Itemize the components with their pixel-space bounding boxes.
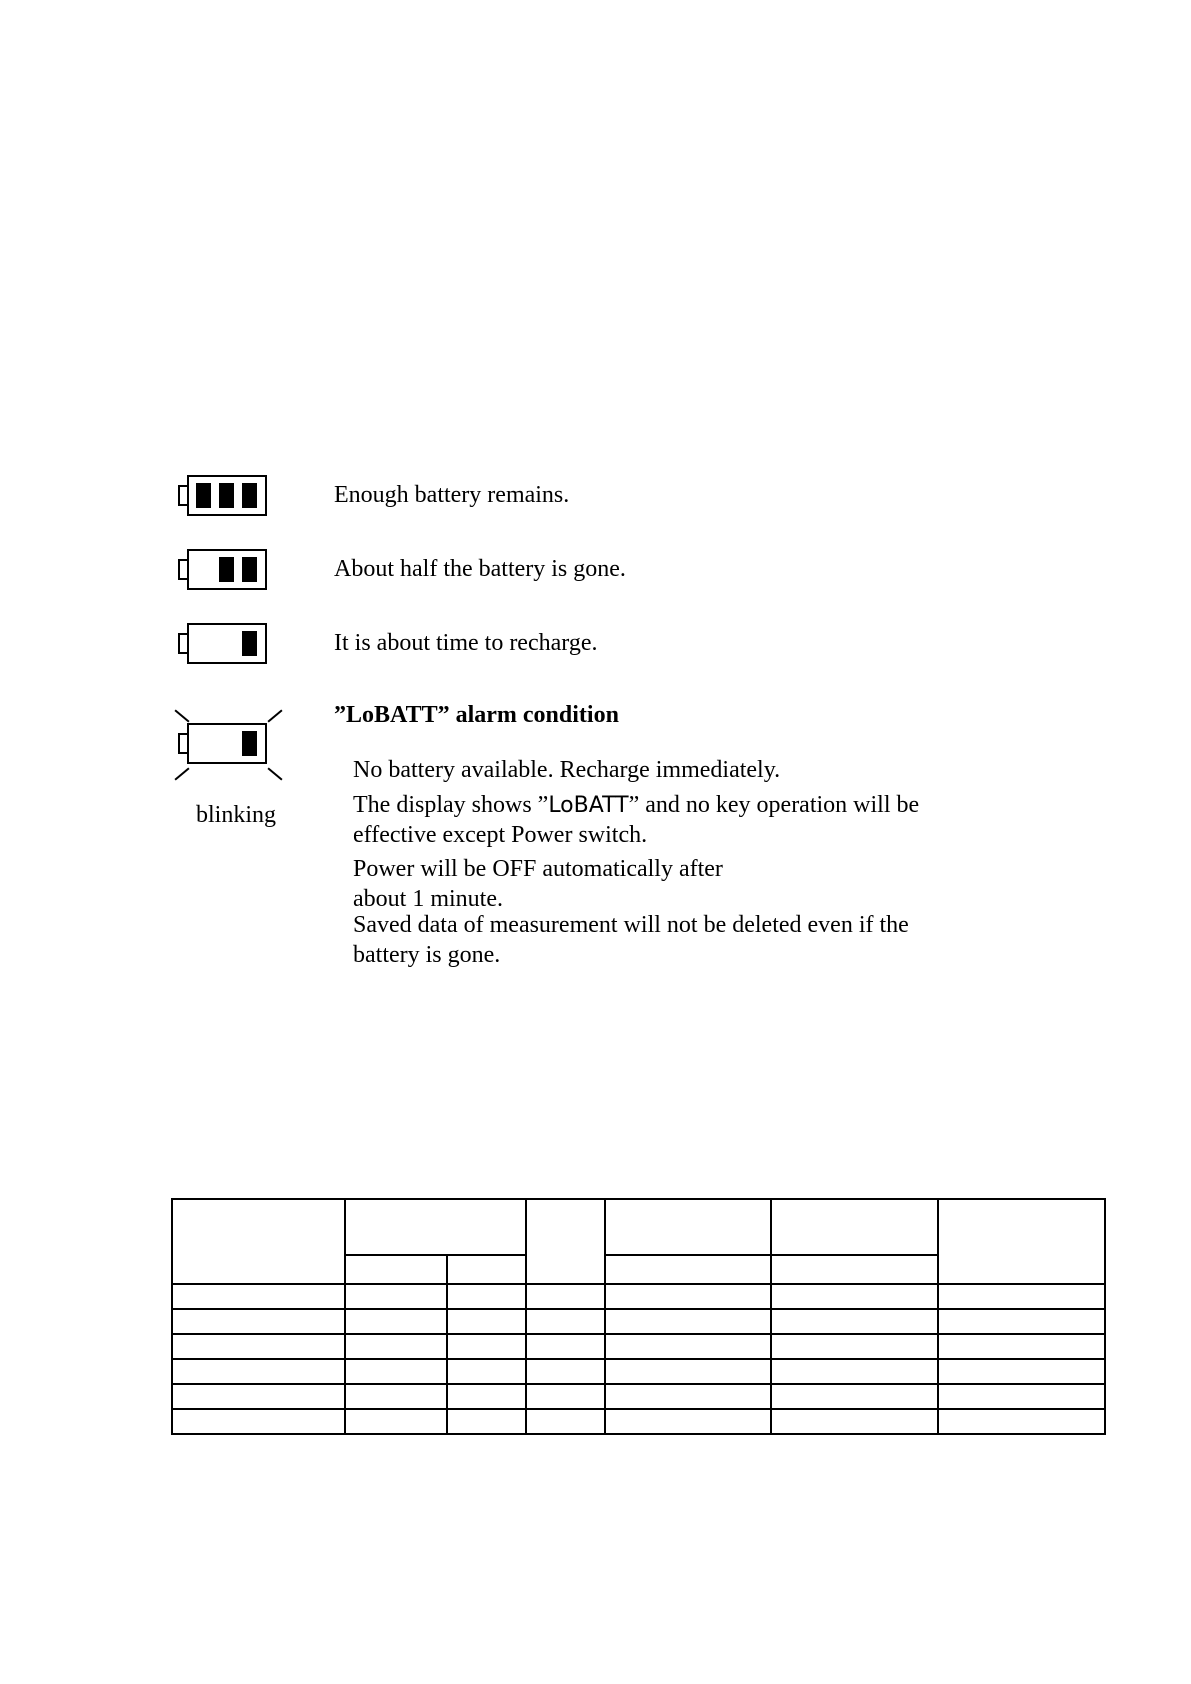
alarm-text-line-5: about 1 minute. xyxy=(353,886,503,912)
battery-low-description: It is about time to recharge. xyxy=(334,630,598,656)
table-row xyxy=(172,1309,1105,1334)
blink-ray-top-right xyxy=(267,709,282,722)
table-header-cell xyxy=(938,1199,1105,1284)
table-header-cell xyxy=(605,1199,771,1255)
alarm-line-2-prefix: The display shows ” xyxy=(353,792,549,818)
table-header-cell xyxy=(345,1199,526,1255)
alarm-line-2-suffix: ” and no key operation will be xyxy=(628,792,920,818)
blink-ray-bottom-right xyxy=(267,767,282,780)
battery-half-icon xyxy=(176,547,268,593)
battery-low-icon xyxy=(176,621,268,667)
alarm-text-line-3: effective except Power switch. xyxy=(353,822,648,848)
battery-full-icon xyxy=(176,473,268,519)
alarm-text-line-2 xyxy=(353,790,919,821)
lobatt-display-code: LoBATT xyxy=(548,793,629,818)
table-header-row-1 xyxy=(172,1199,1105,1255)
table-header-cell xyxy=(172,1199,345,1284)
battery-full-description: Enough battery remains. xyxy=(334,482,570,508)
table-header-cell xyxy=(447,1255,526,1284)
table-header-cell xyxy=(605,1255,771,1284)
lobatt-alarm-title: ”LoBATT” alarm condition xyxy=(334,702,619,728)
alarm-text-line-4: Power will be OFF automatically after xyxy=(353,856,723,882)
empty-grid-table xyxy=(171,1198,1106,1435)
table-row xyxy=(172,1284,1105,1309)
table-row xyxy=(172,1359,1105,1384)
table-header-cell xyxy=(771,1199,938,1255)
alarm-text-line-7: battery is gone. xyxy=(353,942,501,968)
table-row xyxy=(172,1384,1105,1409)
table-row xyxy=(172,1334,1105,1359)
blink-ray-bottom-left xyxy=(174,767,189,780)
table-header-cell xyxy=(345,1255,447,1284)
battery-half-description: About half the battery is gone. xyxy=(334,556,626,582)
battery-blinking-icon xyxy=(176,721,268,767)
table-row xyxy=(172,1409,1105,1434)
alarm-text-line-1: No battery available. Recharge immediately. xyxy=(353,757,781,783)
table-header-cell xyxy=(526,1199,605,1284)
alarm-text-line-6: Saved data of measurement will not be deleted even if the xyxy=(353,912,909,938)
blinking-label: blinking xyxy=(196,802,277,828)
table-header-cell xyxy=(771,1255,938,1284)
